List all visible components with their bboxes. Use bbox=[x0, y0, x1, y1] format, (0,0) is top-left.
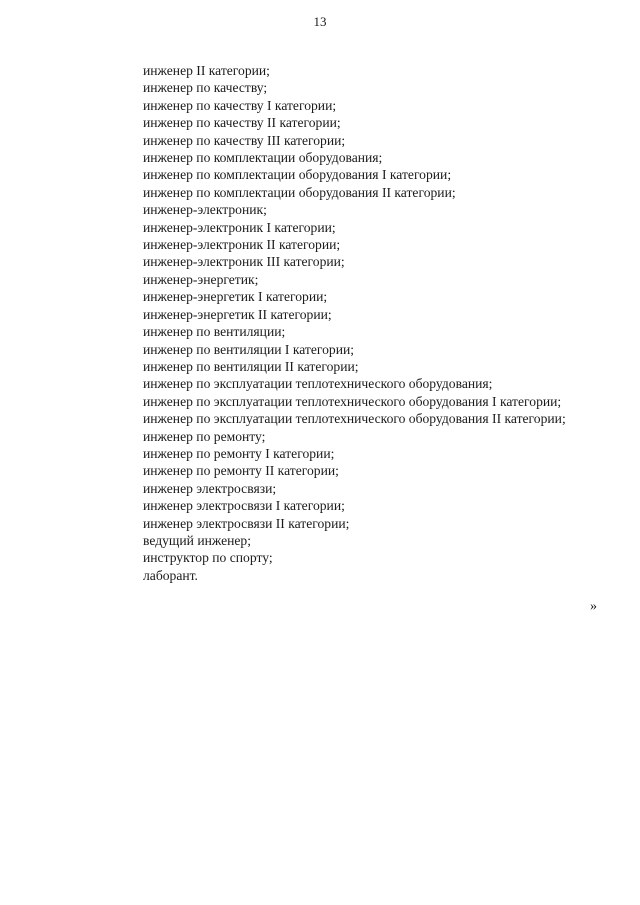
closing-quote: » bbox=[590, 599, 597, 614]
list-item: инженер по качеству II категории; bbox=[143, 115, 341, 131]
list-item: инженер-энергетик; bbox=[143, 271, 259, 287]
list-item: инструктор по спорту; bbox=[143, 550, 273, 566]
list-item: инженер по вентиляции II категории; bbox=[143, 358, 359, 374]
list-item: инженер электросвязи; bbox=[143, 480, 277, 496]
list-item: инженер-электроник II категории; bbox=[143, 237, 341, 253]
list-item: инженер II категории; bbox=[143, 63, 270, 78]
list-item: инженер-электроник III категории; bbox=[143, 254, 345, 270]
list-item: ведущий инженер; bbox=[143, 532, 251, 548]
page-number: 13 bbox=[313, 14, 327, 29]
list-item: инженер по качеству I категории; bbox=[143, 97, 337, 113]
list-item: инженер электросвязи II категории; bbox=[143, 515, 350, 531]
position-list bbox=[104, 62, 601, 584]
list-item: инженер по вентиляции; bbox=[143, 324, 286, 340]
list-item: инженер-электроник; bbox=[143, 202, 267, 218]
list-item: инженер по комплектации оборудования; bbox=[143, 150, 383, 166]
list-item: инженер-энергетик I категории; bbox=[143, 289, 328, 305]
list-item: инженер электросвязи I категории; bbox=[143, 498, 345, 514]
list-item: инженер по эксплуатации теплотехнического оборудования II категории; bbox=[143, 411, 566, 427]
list-item: инженер по комплектации оборудования I категории; bbox=[143, 167, 452, 183]
list-item: инженер по ремонту II категории; bbox=[143, 463, 339, 479]
list-item: инженер по качеству III категории; bbox=[143, 132, 346, 148]
list-item: инженер по комплектации оборудования II категории; bbox=[143, 184, 456, 200]
list-item: инженер по эксплуатации теплотехнического оборудования; bbox=[143, 376, 493, 392]
list-item: лаборант. bbox=[143, 567, 198, 583]
list-item: инженер-энергетик II категории; bbox=[143, 306, 332, 322]
list-item: инженер-электроник I категории; bbox=[143, 219, 336, 235]
list-item: инженер по эксплуатации теплотехнического оборудования I категории; bbox=[143, 393, 562, 409]
list-item: инженер по качеству; bbox=[143, 80, 268, 96]
list-item: инженер по ремонту; bbox=[143, 428, 266, 444]
list-item: инженер по вентиляции I категории; bbox=[143, 341, 355, 357]
list-item: инженер по ремонту I категории; bbox=[143, 445, 335, 461]
